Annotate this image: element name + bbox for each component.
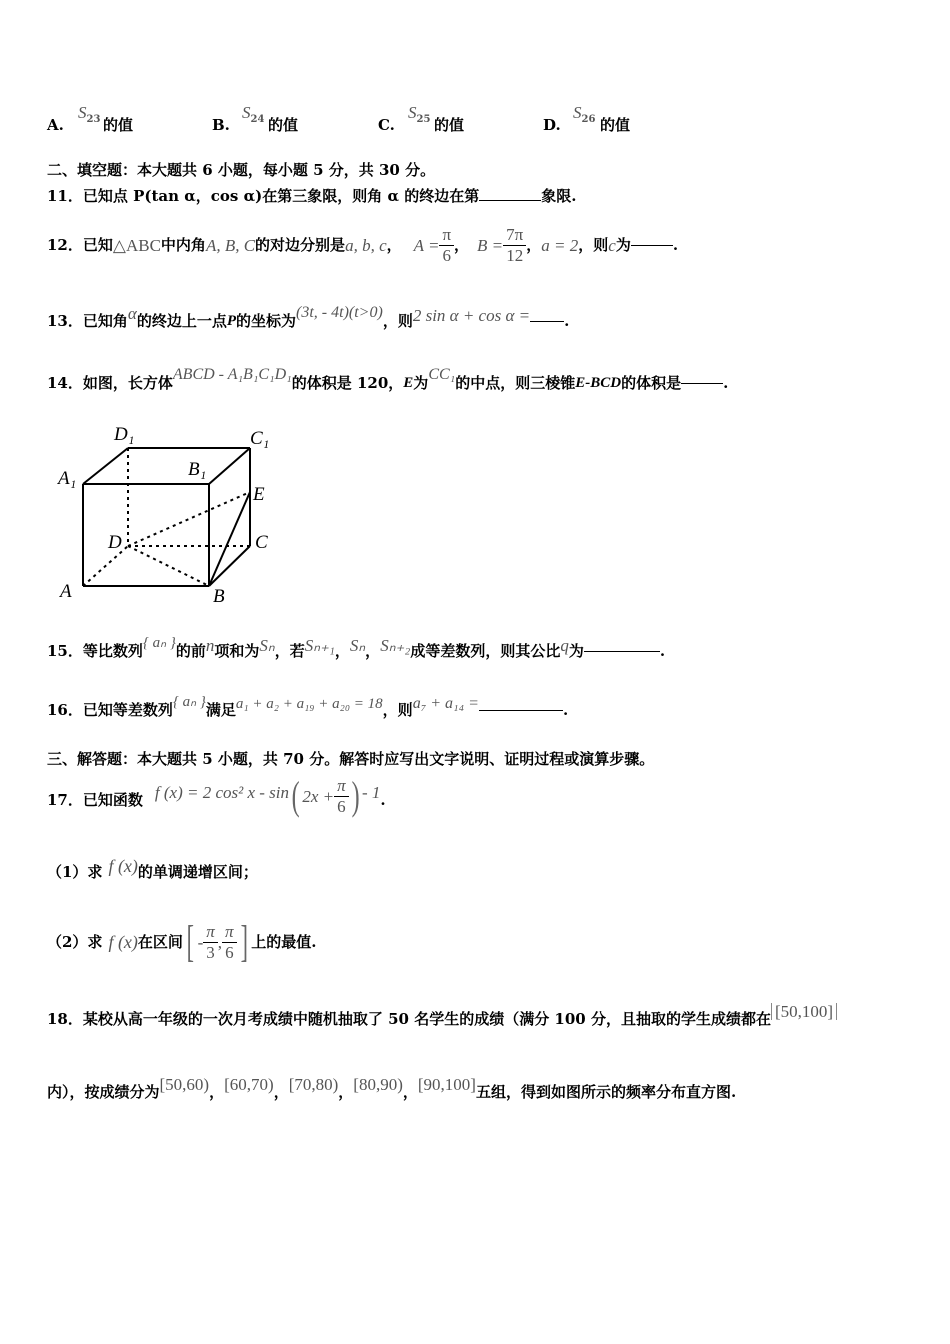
fraction-pi-6: $\frac{\pi}{6}$ (439, 225, 454, 265)
answer-blank[interactable] (530, 320, 564, 322)
answer-blank[interactable] (479, 199, 541, 201)
edge-b-e (209, 492, 250, 586)
question-14: 14． 如图，长方体 ABCD - A₁B₁C₁D₁ 的体积是 120， E 为 CC₁ 的中点，则三棱锥 E-BCD 的体积是 . (47, 366, 729, 392)
label-a1: A₁ (58, 468, 77, 489)
answer-blank[interactable] (681, 382, 723, 384)
question-13: 13． 已知角 α 的终边上一点 P 的坐标为 (3t, - 4t)(t>0) ，则 2 sin α + cos α = . (47, 303, 570, 330)
edge-b1-c1 (209, 448, 250, 484)
cuboid-figure (50, 420, 290, 610)
option-a-expr: $S_{23}$ (78, 103, 101, 125)
question-18: 18． 某校从高一年级的一次月考成绩中随机抽取了 50 名学生的成绩（满分 100 分，且抽取的学生成绩都在 [50,100] (47, 1003, 837, 1035)
answer-blank[interactable] (584, 650, 660, 652)
option-a-text: 的值 (103, 116, 134, 134)
label-b1: B₁ (188, 459, 207, 480)
fraction-7pi-12: $\frac{7\pi}{12}$ (503, 225, 526, 265)
question-17-part-2: （2）求 f (x) 在区间 [ - $\frac{\pi}{3}$ , $\frac{\pi}{6}$ ] 上的最值. (47, 917, 317, 966)
question-18-continued: 内），按成绩分为 [50,60) ， [60,70) ， [70,80) ， [80,90) ， [90,100] 五组，得到如图所示的频率分布直方图. (47, 1074, 737, 1101)
option-a: A. (47, 116, 64, 134)
option-b: B. (212, 116, 230, 134)
question-15: 15． 等比数列 { aₙ } 的前 n 项和为 Sₙ ，若 Sₙ₊₁ ， Sₙ ， Sₙ₊₂ 成等差数列，则其公比 q 为 . (47, 634, 666, 660)
option-d: D. (543, 116, 561, 134)
section-2-heading: 二、填空题：本大题共 6 小题，每小题 5 分，共 30 分。 (47, 161, 436, 179)
question-11: 11．已知点 P(tan α，cos α)在第三象限，则角 α 的终边在第 象限. (47, 187, 577, 205)
answer-blank[interactable] (631, 244, 673, 246)
option-c: C. (378, 116, 395, 134)
edge-d-e (128, 492, 250, 546)
label-c1: C₁ (250, 428, 270, 449)
label-c: C (255, 532, 268, 553)
option-c-text: 的值 (434, 116, 465, 134)
question-17-part-1: （1）求 f (x) 的单调递增区间； (47, 856, 258, 881)
label-e: E (253, 484, 265, 505)
fraction-pi-6: $\frac{\pi}{6}$ (334, 776, 349, 816)
option-d-expr: $S_{26}$ (573, 103, 596, 125)
section-3-heading: 三、解答题：本大题共 5 小题，共 70 分。解答时应写出文字说明、证明过程或演算步骤。 (47, 750, 655, 768)
option-b-text: 的值 (268, 116, 299, 134)
question-17: 17． 已知函数 f (x) = 2 cos² x - sin ( 2x + $\frac{\pi}{6}$ ) - 1 . (47, 773, 386, 818)
answer-blank[interactable] (479, 709, 563, 711)
option-c-expr: $S_{25}$ (408, 103, 431, 125)
fraction-pi-6: $\frac{\pi}{6}$ (222, 922, 237, 962)
label-d1: D₁ (114, 424, 135, 445)
option-d-text: 的值 (600, 116, 631, 134)
fraction-pi-3: $\frac{\pi}{3}$ (203, 922, 218, 962)
edge-d-b (128, 546, 209, 586)
edge-b-c (209, 546, 250, 586)
question-12: 12． 已知 △ABC 中内角 A, B, C 的对边分别是 a, b, c ， A = $\frac{\pi}{6}$ ， B = $\frac{7\pi}{12}$ ， a = 2 ，则 c 为 . (47, 224, 679, 265)
option-b-expr: $S_{24}$ (242, 103, 265, 125)
label-b: B (213, 586, 225, 607)
edge-a1-d1 (83, 448, 128, 484)
question-16: 16． 已知等差数列 { aₙ } 满足 a₁ + a₂ + a₁₉ + a₂₀ = 18 ，则 a₇ + a₁₄ = . (47, 693, 569, 719)
label-a: A (60, 581, 72, 602)
label-d: D (108, 532, 122, 553)
